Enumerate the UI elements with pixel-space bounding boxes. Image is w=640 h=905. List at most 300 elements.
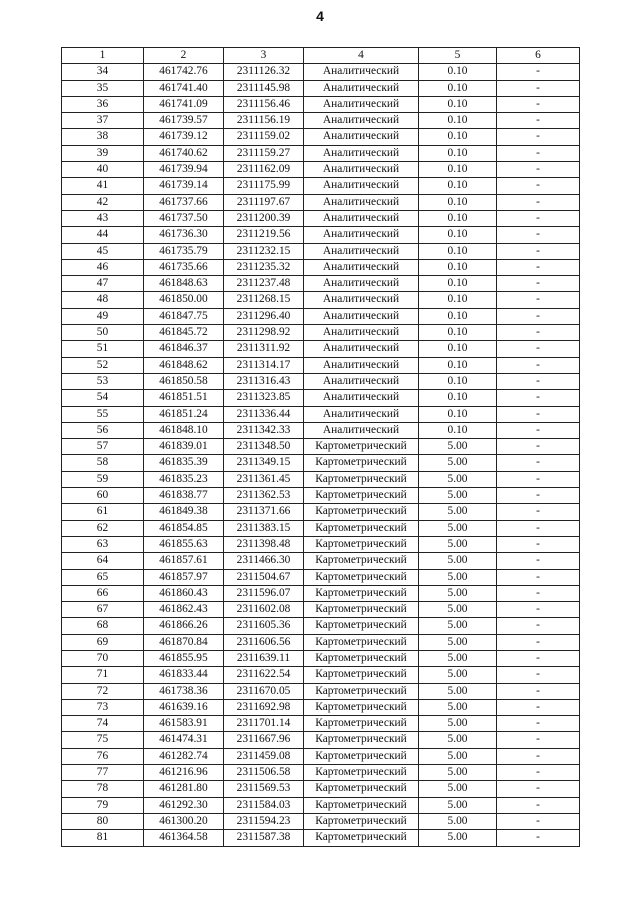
y-coordinate-cell: 2311349.15 bbox=[224, 455, 304, 471]
accuracy-cell: 0.10 bbox=[419, 96, 497, 112]
note-cell: - bbox=[497, 650, 580, 666]
y-coordinate-cell: 2311602.08 bbox=[224, 602, 304, 618]
note-cell: - bbox=[497, 553, 580, 569]
method-cell: Аналитический bbox=[304, 357, 419, 373]
table-row bbox=[62, 602, 580, 618]
x-coordinate-cell: 461848.62 bbox=[144, 357, 224, 373]
y-coordinate-cell: 2311296.40 bbox=[224, 308, 304, 324]
x-coordinate-cell: 461282.74 bbox=[144, 748, 224, 764]
note-cell: - bbox=[497, 667, 580, 683]
table-row bbox=[62, 569, 580, 585]
point-number-cell: 66 bbox=[62, 585, 144, 601]
point-number-cell: 41 bbox=[62, 178, 144, 194]
y-coordinate-cell: 2311348.50 bbox=[224, 439, 304, 455]
accuracy-cell: 0.10 bbox=[419, 162, 497, 178]
table-row bbox=[62, 585, 580, 601]
accuracy-cell: 5.00 bbox=[419, 520, 497, 536]
note-cell: - bbox=[497, 748, 580, 764]
note-cell: - bbox=[497, 455, 580, 471]
x-coordinate-cell: 461870.84 bbox=[144, 634, 224, 650]
point-number-cell: 45 bbox=[62, 243, 144, 259]
accuracy-cell: 5.00 bbox=[419, 455, 497, 471]
y-coordinate-cell: 2311145.98 bbox=[224, 80, 304, 96]
note-cell: - bbox=[497, 80, 580, 96]
accuracy-cell: 0.10 bbox=[419, 341, 497, 357]
table-row bbox=[62, 357, 580, 373]
method-cell: Аналитический bbox=[304, 194, 419, 210]
y-coordinate-cell: 2311639.11 bbox=[224, 650, 304, 666]
point-number-cell: 59 bbox=[62, 471, 144, 487]
y-coordinate-cell: 2311156.46 bbox=[224, 96, 304, 112]
x-coordinate-cell: 461741.40 bbox=[144, 80, 224, 96]
note-cell: - bbox=[497, 732, 580, 748]
accuracy-cell: 0.10 bbox=[419, 292, 497, 308]
column-header: 4 bbox=[304, 48, 419, 64]
method-cell: Аналитический bbox=[304, 178, 419, 194]
point-number-cell: 49 bbox=[62, 308, 144, 324]
point-number-cell: 54 bbox=[62, 390, 144, 406]
column-header: 5 bbox=[419, 48, 497, 64]
x-coordinate-cell: 461583.91 bbox=[144, 716, 224, 732]
point-number-cell: 35 bbox=[62, 80, 144, 96]
method-cell: Картометрический bbox=[304, 830, 419, 846]
table-row bbox=[62, 667, 580, 683]
accuracy-cell: 5.00 bbox=[419, 732, 497, 748]
y-coordinate-cell: 2311667.96 bbox=[224, 732, 304, 748]
accuracy-cell: 0.10 bbox=[419, 243, 497, 259]
accuracy-cell: 5.00 bbox=[419, 650, 497, 666]
point-number-cell: 34 bbox=[62, 64, 144, 80]
method-cell: Картометрический bbox=[304, 536, 419, 552]
note-cell: - bbox=[497, 520, 580, 536]
accuracy-cell: 5.00 bbox=[419, 781, 497, 797]
accuracy-cell: 0.10 bbox=[419, 113, 497, 129]
method-cell: Аналитический bbox=[304, 422, 419, 438]
point-number-cell: 61 bbox=[62, 504, 144, 520]
method-cell: Аналитический bbox=[304, 259, 419, 275]
x-coordinate-cell: 461739.12 bbox=[144, 129, 224, 145]
method-cell: Аналитический bbox=[304, 129, 419, 145]
method-cell: Аналитический bbox=[304, 64, 419, 80]
method-cell: Картометрический bbox=[304, 553, 419, 569]
accuracy-cell: 0.10 bbox=[419, 194, 497, 210]
method-cell: Картометрический bbox=[304, 634, 419, 650]
note-cell: - bbox=[497, 439, 580, 455]
table-row bbox=[62, 520, 580, 536]
note-cell: - bbox=[497, 113, 580, 129]
method-cell: Аналитический bbox=[304, 80, 419, 96]
accuracy-cell: 0.10 bbox=[419, 276, 497, 292]
x-coordinate-cell: 461848.63 bbox=[144, 276, 224, 292]
x-coordinate-cell: 461851.24 bbox=[144, 406, 224, 422]
y-coordinate-cell: 2311622.54 bbox=[224, 667, 304, 683]
table-row bbox=[62, 813, 580, 829]
table-row bbox=[62, 716, 580, 732]
table-row bbox=[62, 178, 580, 194]
accuracy-cell: 0.10 bbox=[419, 259, 497, 275]
note-cell: - bbox=[497, 634, 580, 650]
table-row bbox=[62, 797, 580, 813]
point-number-cell: 76 bbox=[62, 748, 144, 764]
table-row bbox=[62, 308, 580, 324]
y-coordinate-cell: 2311342.33 bbox=[224, 422, 304, 438]
note-cell: - bbox=[497, 292, 580, 308]
y-coordinate-cell: 2311268.15 bbox=[224, 292, 304, 308]
point-number-cell: 63 bbox=[62, 536, 144, 552]
note-cell: - bbox=[497, 813, 580, 829]
x-coordinate-cell: 461847.75 bbox=[144, 308, 224, 324]
x-coordinate-cell: 461833.44 bbox=[144, 667, 224, 683]
x-coordinate-cell: 461742.76 bbox=[144, 64, 224, 80]
point-number-cell: 40 bbox=[62, 162, 144, 178]
table-row bbox=[62, 699, 580, 715]
table-row bbox=[62, 259, 580, 275]
x-coordinate-cell: 461281.80 bbox=[144, 781, 224, 797]
method-cell: Аналитический bbox=[304, 243, 419, 259]
y-coordinate-cell: 2311323.85 bbox=[224, 390, 304, 406]
table-row bbox=[62, 145, 580, 161]
method-cell: Аналитический bbox=[304, 210, 419, 226]
accuracy-cell: 5.00 bbox=[419, 813, 497, 829]
y-coordinate-cell: 2311298.92 bbox=[224, 325, 304, 341]
table-row bbox=[62, 781, 580, 797]
point-number-cell: 53 bbox=[62, 373, 144, 389]
column-header: 1 bbox=[62, 48, 144, 64]
point-number-cell: 74 bbox=[62, 716, 144, 732]
y-coordinate-cell: 2311232.15 bbox=[224, 243, 304, 259]
point-number-cell: 75 bbox=[62, 732, 144, 748]
note-cell: - bbox=[497, 504, 580, 520]
accuracy-cell: 0.10 bbox=[419, 178, 497, 194]
table-row bbox=[62, 292, 580, 308]
y-coordinate-cell: 2311219.56 bbox=[224, 227, 304, 243]
point-number-cell: 72 bbox=[62, 683, 144, 699]
note-cell: - bbox=[497, 357, 580, 373]
accuracy-cell: 5.00 bbox=[419, 536, 497, 552]
x-coordinate-cell: 461860.43 bbox=[144, 585, 224, 601]
accuracy-cell: 5.00 bbox=[419, 634, 497, 650]
method-cell: Картометрический bbox=[304, 585, 419, 601]
note-cell: - bbox=[497, 194, 580, 210]
column-header: 2 bbox=[144, 48, 224, 64]
note-cell: - bbox=[497, 162, 580, 178]
table-body bbox=[62, 64, 580, 846]
y-coordinate-cell: 2311459.08 bbox=[224, 748, 304, 764]
x-coordinate-cell: 461737.50 bbox=[144, 210, 224, 226]
note-cell: - bbox=[497, 797, 580, 813]
table-row bbox=[62, 210, 580, 226]
note-cell: - bbox=[497, 129, 580, 145]
x-coordinate-cell: 461835.39 bbox=[144, 455, 224, 471]
table-header-row bbox=[62, 48, 580, 64]
method-cell: Картометрический bbox=[304, 781, 419, 797]
accuracy-cell: 0.10 bbox=[419, 64, 497, 80]
y-coordinate-cell: 2311692.98 bbox=[224, 699, 304, 715]
table-row bbox=[62, 830, 580, 846]
method-cell: Картометрический bbox=[304, 602, 419, 618]
accuracy-cell: 5.00 bbox=[419, 683, 497, 699]
point-number-cell: 46 bbox=[62, 259, 144, 275]
table-row bbox=[62, 618, 580, 634]
point-number-cell: 39 bbox=[62, 145, 144, 161]
point-number-cell: 81 bbox=[62, 830, 144, 846]
point-number-cell: 73 bbox=[62, 699, 144, 715]
table-row bbox=[62, 634, 580, 650]
point-number-cell: 52 bbox=[62, 357, 144, 373]
point-number-cell: 51 bbox=[62, 341, 144, 357]
x-coordinate-cell: 461851.51 bbox=[144, 390, 224, 406]
table-row bbox=[62, 536, 580, 552]
accuracy-cell: 5.00 bbox=[419, 748, 497, 764]
x-coordinate-cell: 461639.16 bbox=[144, 699, 224, 715]
table-row bbox=[62, 732, 580, 748]
method-cell: Картометрический bbox=[304, 439, 419, 455]
method-cell: Аналитический bbox=[304, 276, 419, 292]
point-number-cell: 50 bbox=[62, 325, 144, 341]
point-number-cell: 60 bbox=[62, 488, 144, 504]
point-number-cell: 64 bbox=[62, 553, 144, 569]
point-number-cell: 62 bbox=[62, 520, 144, 536]
y-coordinate-cell: 2311336.44 bbox=[224, 406, 304, 422]
y-coordinate-cell: 2311156.19 bbox=[224, 113, 304, 129]
y-coordinate-cell: 2311596.07 bbox=[224, 585, 304, 601]
accuracy-cell: 5.00 bbox=[419, 471, 497, 487]
accuracy-cell: 0.10 bbox=[419, 129, 497, 145]
coordinates-table bbox=[61, 47, 580, 847]
note-cell: - bbox=[497, 227, 580, 243]
method-cell: Аналитический bbox=[304, 292, 419, 308]
note-cell: - bbox=[497, 716, 580, 732]
point-number-cell: 43 bbox=[62, 210, 144, 226]
method-cell: Аналитический bbox=[304, 308, 419, 324]
x-coordinate-cell: 461736.30 bbox=[144, 227, 224, 243]
y-coordinate-cell: 2311383.15 bbox=[224, 520, 304, 536]
table-row bbox=[62, 243, 580, 259]
x-coordinate-cell: 461735.66 bbox=[144, 259, 224, 275]
method-cell: Картометрический bbox=[304, 504, 419, 520]
point-number-cell: 78 bbox=[62, 781, 144, 797]
x-coordinate-cell: 461741.09 bbox=[144, 96, 224, 112]
accuracy-cell: 5.00 bbox=[419, 488, 497, 504]
y-coordinate-cell: 2311594.23 bbox=[224, 813, 304, 829]
x-coordinate-cell: 461735.79 bbox=[144, 243, 224, 259]
note-cell: - bbox=[497, 210, 580, 226]
y-coordinate-cell: 2311587.38 bbox=[224, 830, 304, 846]
note-cell: - bbox=[497, 325, 580, 341]
accuracy-cell: 0.10 bbox=[419, 325, 497, 341]
y-coordinate-cell: 2311361.45 bbox=[224, 471, 304, 487]
note-cell: - bbox=[497, 781, 580, 797]
page-number: 4 bbox=[316, 8, 324, 24]
note-cell: - bbox=[497, 341, 580, 357]
point-number-cell: 57 bbox=[62, 439, 144, 455]
x-coordinate-cell: 461857.97 bbox=[144, 569, 224, 585]
x-coordinate-cell: 461845.72 bbox=[144, 325, 224, 341]
accuracy-cell: 5.00 bbox=[419, 716, 497, 732]
note-cell: - bbox=[497, 145, 580, 161]
note-cell: - bbox=[497, 64, 580, 80]
table-row bbox=[62, 194, 580, 210]
y-coordinate-cell: 2311466.30 bbox=[224, 553, 304, 569]
accuracy-cell: 0.10 bbox=[419, 308, 497, 324]
y-coordinate-cell: 2311584.03 bbox=[224, 797, 304, 813]
method-cell: Аналитический bbox=[304, 227, 419, 243]
table-row bbox=[62, 80, 580, 96]
table-row bbox=[62, 455, 580, 471]
y-coordinate-cell: 2311316.43 bbox=[224, 373, 304, 389]
method-cell: Картометрический bbox=[304, 813, 419, 829]
table-row bbox=[62, 96, 580, 112]
method-cell: Картометрический bbox=[304, 748, 419, 764]
x-coordinate-cell: 461292.30 bbox=[144, 797, 224, 813]
table-row bbox=[62, 488, 580, 504]
table-row bbox=[62, 504, 580, 520]
point-number-cell: 69 bbox=[62, 634, 144, 650]
point-number-cell: 68 bbox=[62, 618, 144, 634]
table-row bbox=[62, 683, 580, 699]
y-coordinate-cell: 2311569.53 bbox=[224, 781, 304, 797]
accuracy-cell: 0.10 bbox=[419, 406, 497, 422]
y-coordinate-cell: 2311159.02 bbox=[224, 129, 304, 145]
table-row bbox=[62, 341, 580, 357]
table-row bbox=[62, 325, 580, 341]
x-coordinate-cell: 461474.31 bbox=[144, 732, 224, 748]
x-coordinate-cell: 461738.36 bbox=[144, 683, 224, 699]
point-number-cell: 55 bbox=[62, 406, 144, 422]
method-cell: Картометрический bbox=[304, 667, 419, 683]
table-row bbox=[62, 64, 580, 80]
accuracy-cell: 5.00 bbox=[419, 569, 497, 585]
y-coordinate-cell: 2311311.92 bbox=[224, 341, 304, 357]
method-cell: Картометрический bbox=[304, 765, 419, 781]
x-coordinate-cell: 461855.95 bbox=[144, 650, 224, 666]
x-coordinate-cell: 461740.62 bbox=[144, 145, 224, 161]
x-coordinate-cell: 461848.10 bbox=[144, 422, 224, 438]
point-number-cell: 70 bbox=[62, 650, 144, 666]
x-coordinate-cell: 461300.20 bbox=[144, 813, 224, 829]
y-coordinate-cell: 2311159.27 bbox=[224, 145, 304, 161]
accuracy-cell: 0.10 bbox=[419, 422, 497, 438]
table-row bbox=[62, 276, 580, 292]
method-cell: Аналитический bbox=[304, 406, 419, 422]
note-cell: - bbox=[497, 569, 580, 585]
method-cell: Картометрический bbox=[304, 520, 419, 536]
y-coordinate-cell: 2311175.99 bbox=[224, 178, 304, 194]
note-cell: - bbox=[497, 276, 580, 292]
x-coordinate-cell: 461866.26 bbox=[144, 618, 224, 634]
y-coordinate-cell: 2311362.53 bbox=[224, 488, 304, 504]
note-cell: - bbox=[497, 178, 580, 194]
method-cell: Картометрический bbox=[304, 797, 419, 813]
accuracy-cell: 0.10 bbox=[419, 210, 497, 226]
table-row bbox=[62, 162, 580, 178]
method-cell: Картометрический bbox=[304, 699, 419, 715]
y-coordinate-cell: 2311605.36 bbox=[224, 618, 304, 634]
method-cell: Картометрический bbox=[304, 488, 419, 504]
table-row bbox=[62, 390, 580, 406]
point-number-cell: 58 bbox=[62, 455, 144, 471]
accuracy-cell: 0.10 bbox=[419, 390, 497, 406]
accuracy-cell: 0.10 bbox=[419, 80, 497, 96]
x-coordinate-cell: 461739.57 bbox=[144, 113, 224, 129]
x-coordinate-cell: 461846.37 bbox=[144, 341, 224, 357]
accuracy-cell: 5.00 bbox=[419, 504, 497, 520]
y-coordinate-cell: 2311235.32 bbox=[224, 259, 304, 275]
x-coordinate-cell: 461850.58 bbox=[144, 373, 224, 389]
table-row bbox=[62, 553, 580, 569]
table-row bbox=[62, 373, 580, 389]
x-coordinate-cell: 461857.61 bbox=[144, 553, 224, 569]
accuracy-cell: 5.00 bbox=[419, 439, 497, 455]
method-cell: Аналитический bbox=[304, 373, 419, 389]
point-number-cell: 37 bbox=[62, 113, 144, 129]
note-cell: - bbox=[497, 585, 580, 601]
x-coordinate-cell: 461835.23 bbox=[144, 471, 224, 487]
accuracy-cell: 5.00 bbox=[419, 585, 497, 601]
method-cell: Картометрический bbox=[304, 471, 419, 487]
table-row bbox=[62, 439, 580, 455]
method-cell: Картометрический bbox=[304, 716, 419, 732]
method-cell: Аналитический bbox=[304, 113, 419, 129]
method-cell: Аналитический bbox=[304, 162, 419, 178]
method-cell: Аналитический bbox=[304, 96, 419, 112]
y-coordinate-cell: 2311398.48 bbox=[224, 536, 304, 552]
method-cell: Картометрический bbox=[304, 618, 419, 634]
x-coordinate-cell: 461849.38 bbox=[144, 504, 224, 520]
point-number-cell: 71 bbox=[62, 667, 144, 683]
point-number-cell: 36 bbox=[62, 96, 144, 112]
note-cell: - bbox=[497, 488, 580, 504]
table-row bbox=[62, 227, 580, 243]
note-cell: - bbox=[497, 308, 580, 324]
point-number-cell: 80 bbox=[62, 813, 144, 829]
note-cell: - bbox=[497, 830, 580, 846]
method-cell: Картометрический bbox=[304, 650, 419, 666]
y-coordinate-cell: 2311506.58 bbox=[224, 765, 304, 781]
note-cell: - bbox=[497, 373, 580, 389]
point-number-cell: 79 bbox=[62, 797, 144, 813]
method-cell: Аналитический bbox=[304, 390, 419, 406]
x-coordinate-cell: 461850.00 bbox=[144, 292, 224, 308]
table-row bbox=[62, 765, 580, 781]
point-number-cell: 44 bbox=[62, 227, 144, 243]
point-number-cell: 65 bbox=[62, 569, 144, 585]
column-header: 3 bbox=[224, 48, 304, 64]
accuracy-cell: 5.00 bbox=[419, 699, 497, 715]
y-coordinate-cell: 2311126.32 bbox=[224, 64, 304, 80]
accuracy-cell: 5.00 bbox=[419, 797, 497, 813]
table-row bbox=[62, 406, 580, 422]
table-row bbox=[62, 471, 580, 487]
note-cell: - bbox=[497, 243, 580, 259]
method-cell: Картометрический bbox=[304, 683, 419, 699]
y-coordinate-cell: 2311701.14 bbox=[224, 716, 304, 732]
method-cell: Аналитический bbox=[304, 341, 419, 357]
x-coordinate-cell: 461855.63 bbox=[144, 536, 224, 552]
point-number-cell: 56 bbox=[62, 422, 144, 438]
y-coordinate-cell: 2311200.39 bbox=[224, 210, 304, 226]
table-row bbox=[62, 129, 580, 145]
note-cell: - bbox=[497, 390, 580, 406]
y-coordinate-cell: 2311670.05 bbox=[224, 683, 304, 699]
accuracy-cell: 5.00 bbox=[419, 602, 497, 618]
note-cell: - bbox=[497, 471, 580, 487]
y-coordinate-cell: 2311606.56 bbox=[224, 634, 304, 650]
table-row bbox=[62, 422, 580, 438]
y-coordinate-cell: 2311197.67 bbox=[224, 194, 304, 210]
point-number-cell: 42 bbox=[62, 194, 144, 210]
accuracy-cell: 5.00 bbox=[419, 667, 497, 683]
